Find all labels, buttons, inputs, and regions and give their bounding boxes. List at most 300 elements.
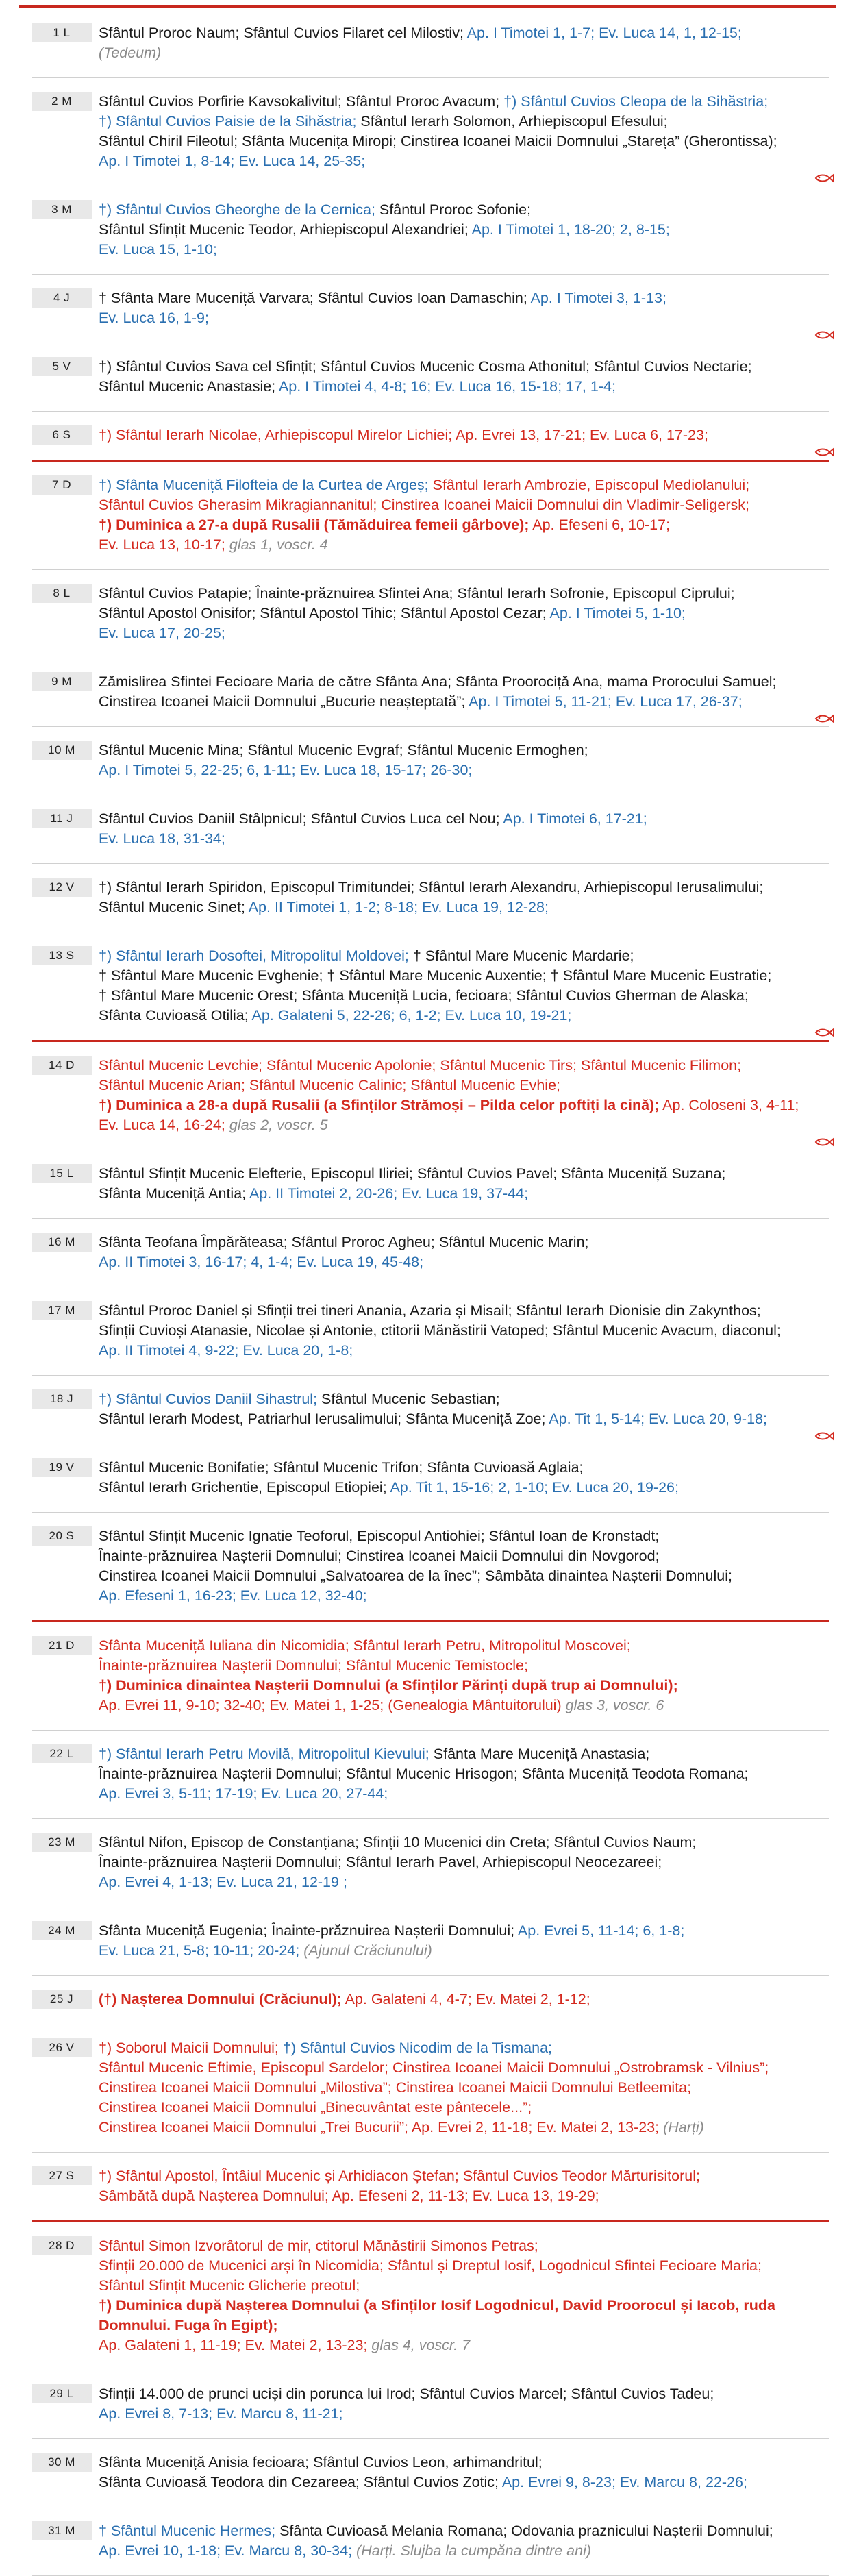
text-line — [99, 1526, 818, 1546]
text-line — [99, 584, 818, 604]
scripture-reading: Ev. Luca 21, 5-8; 10-11; 20-24; — [99, 1942, 304, 1959]
text-line — [99, 1301, 818, 1321]
day-label: 18 J — [32, 1389, 92, 1409]
day-label: 8 L — [32, 584, 92, 603]
scripture-reading: Ap. Galateni 4, 4-7; Ev. Matei 2, 1-12; — [341, 1991, 590, 2007]
text-line — [99, 2078, 818, 2098]
saint-text: Sfânta Muceniță Eugenia; Înainte-prăznuirea Nașterii Domnului; — [99, 1922, 518, 1939]
day-text — [92, 1233, 829, 1272]
calendar-day-entry — [32, 1376, 829, 1444]
text-line — [99, 878, 818, 897]
text-line — [99, 2038, 818, 2058]
day-label: 14 D — [32, 1056, 92, 1075]
text-line — [99, 1409, 818, 1429]
day-label: 6 S — [32, 425, 92, 445]
saint-text: †) Sfântul Cuvios Gheorghe de la Cernica; — [99, 201, 379, 218]
scripture-reading: Ap. Tit 1, 15-16; 2, 1-10; Ev. Luca 20, 19-26; — [390, 1479, 679, 1496]
day-text — [92, 1990, 829, 2009]
text-line — [99, 1095, 818, 1115]
saint-text: Sfântul Cuvios Patapie; Înainte-prăznuirea Sfintei Ana; Sfântul Ierarh Sofronie, Episcopul Ciprului; — [99, 585, 735, 602]
text-line — [99, 1921, 818, 1941]
text-line — [99, 2296, 818, 2316]
saint-text: Sfântul Mucenic Anastasie; — [99, 378, 279, 395]
text-line — [99, 966, 818, 986]
day-label: 4 J — [32, 288, 92, 308]
text-line — [99, 741, 818, 760]
text-line — [99, 425, 818, 445]
scripture-reading: Ev. Luca 14, 16-24; — [99, 1117, 229, 1133]
day-label: 5 V — [32, 357, 92, 376]
text-line — [99, 2473, 818, 2492]
text-line — [99, 535, 818, 555]
saint-text: Sfântul Cuvios Porfirie Kavsokalivitul; Sfântul Proroc Avacum; — [99, 93, 504, 110]
liturgical-note: (Harți. Slujba la cumpăna dintre ani) — [356, 2542, 592, 2559]
saint-text: †) Duminica după Nașterea Domnului (a Sfinților Iosif Logodnicul, David Proorocul și Iacob, ruda — [99, 2297, 775, 2314]
saint-text: (†) Nașterea Domnului (Crăciunul); — [99, 1991, 342, 2007]
calendar-day-entry — [32, 658, 829, 727]
saint-text: Cinstirea Icoanei Maicii Domnului „Bucurie neașteptată”; — [99, 693, 469, 710]
day-text — [92, 200, 829, 260]
liturgical-note: (Ajunul Crăciunului) — [303, 1942, 432, 1959]
calendar-day-entry — [32, 864, 829, 932]
text-line — [99, 200, 818, 220]
scripture-reading: Ap. Efeseni 6, 10-17; — [529, 517, 671, 533]
calendar-day-entry — [32, 1219, 829, 1287]
calendar-day-entry — [32, 1907, 829, 1976]
text-line — [99, 1006, 818, 1026]
scripture-reading: Ap. I Timotei 4, 4-8; 16; Ev. Luca 16, 15-18; 17, 1-4; — [278, 378, 616, 395]
text-line — [99, 1744, 818, 1764]
saint-text: †) Sfântul Ierarh Dosoftei, Mitropolitul Moldovei; — [99, 948, 413, 964]
saint-text: Înainte-prăznuirea Nașterii Domnului; Sfântul Mucenic Hrisogon; Sfânta Muceniță Teodota Romana; — [99, 1766, 749, 1782]
day-label: 9 M — [32, 672, 92, 691]
text-line — [99, 495, 818, 515]
saint-text: † Sfântul Mare Mucenic Mardarie; — [412, 948, 634, 964]
saint-text: † Sfântul Mucenic Hermes; — [99, 2523, 280, 2539]
scripture-reading: Ap. Coloseni 3, 4-11; — [659, 1097, 799, 1113]
saint-text: Sfântul Mucenic Bonifatie; Sfântul Mucenic Trifon; Sfânta Cuvioasă Aglaia; — [99, 1459, 584, 1476]
saint-text: Cinstirea Icoanei Maicii Domnului „Milostiva”; Cinstirea Icoanei Maicii Domnului Betleemita; — [99, 2079, 692, 2096]
saint-text: Sfântul Sfințit Mucenic Glicherie preotul; — [99, 2277, 360, 2294]
day-text — [92, 1301, 829, 1361]
calendar-day-entry — [32, 727, 829, 795]
calendar-day-entry — [32, 186, 829, 275]
day-text — [92, 2453, 829, 2492]
scripture-reading: Ap. Evrei 9, 8-23; Ev. Marcu 8, 22-26; — [501, 2474, 747, 2490]
scripture-reading: Ev. Luca 17, 20-25; — [99, 625, 225, 641]
saint-text: Sfânta Cuvioasă Otilia; — [99, 1007, 252, 1024]
calendar-day-entry — [32, 78, 829, 186]
day-label: 21 D — [32, 1636, 92, 1655]
saint-text: † Sfântul Mare Mucenic Orest; Sfânta Muceniță Lucia, fecioara; Sfântul Cuvios Gherman de Alaska; — [99, 987, 749, 1004]
scripture-reading: Ap. I Timotei 5, 1-10; — [549, 605, 686, 621]
fish-icon — [814, 711, 834, 721]
saint-text: Sfântul Chiril Fileotul; Sfânta Mucenița Miropi; Cinstirea Icoanei Maicii Domnului „Stareța” (Gherontissa); — [99, 133, 777, 149]
calendar-day-entry — [32, 275, 829, 343]
text-line — [99, 1656, 818, 1676]
saint-text: †) Duminica a 28-a după Rusalii (a Sfinților Strămoși – Pilda celor poftiți la cină); — [99, 1097, 660, 1113]
day-label: 22 L — [32, 1744, 92, 1763]
day-text — [92, 1636, 829, 1716]
text-line — [99, 1941, 818, 1961]
day-text — [92, 23, 829, 63]
saint-text: Înainte-prăznuirea Nașterii Domnului; Cinstirea Icoanei Maicii Domnului din Novgorod; — [99, 1548, 660, 1564]
day-text — [92, 1526, 829, 1606]
saint-text: Sfântul Cuvios Daniil Stâlpnicul; Sfântul Cuvios Luca cel Nou; — [99, 810, 503, 827]
day-text — [92, 809, 829, 849]
scripture-reading: Sâmbătă după Nașterea Domnului; Ap. Efeseni 2, 11-13; Ev. Luca 13, 19-29; — [99, 2188, 599, 2204]
text-line — [99, 2541, 818, 2561]
scripture-reading: Ap. Galateni 1, 11-19; Ev. Matei 2, 13-23; — [99, 2337, 372, 2353]
saint-text: Sfinții 20.000 de Mucenici arși în Nicomidia; Sfântul și Dreptul Iosif, Logodnicul Sfintei Fecioare Maria; — [99, 2257, 762, 2274]
liturgical-note: (Tedeum) — [99, 45, 162, 61]
scripture-reading: Ev. Luca 18, 31-34; — [99, 830, 225, 847]
saint-text: Sfântul Sfințit Mucenic Elefterie, Episcopul Iliriei; Sfântul Cuvios Pavel; Sfânta Muceniță Suzana; — [99, 1165, 726, 1182]
day-text — [92, 878, 829, 917]
entries-list — [32, 10, 829, 2576]
saint-text: Sfântul Cuvios Gherasim Mikragiannanitul; Cinstirea Icoanei Maicii Domnului din Vladimir-Seligersk; — [99, 497, 749, 513]
saint-text: Sfinții Cuvioși Atanasie, Nicolae și Antonie, ctitorii Mănăstirii Vatoped; Sfântul Mucenic Avacum, diaconul; — [99, 1322, 781, 1339]
text-line — [99, 357, 818, 377]
saint-text: Sfânta Muceniță Anisia fecioara; Sfântul Cuvios Leon, arhimandritul; — [99, 2454, 543, 2470]
fish-icon — [814, 1428, 834, 1438]
fish-icon — [814, 327, 834, 337]
scripture-reading: Ap. Evrei 10, 1-18; Ev. Marcu 8, 30-34; — [99, 2542, 357, 2559]
saint-text: † Sfântul Mare Mucenic Evghenie; † Sfântul Mare Mucenic Auxentie; † Sfântul Mare Mucenic Eustratie; — [99, 967, 772, 984]
saint-text: Sfântul Mucenic Levchie; Sfântul Mucenic Apolonie; Sfântul Mucenic Tirs; Sfântul Mucenic Filimon; — [99, 1057, 742, 1074]
saint-text: Sfântul Mucenic Mina; Sfântul Mucenic Evgraf; Sfântul Mucenic Ermoghen; — [99, 742, 588, 758]
calendar-day-entry — [32, 1976, 829, 2024]
day-label: 27 S — [32, 2166, 92, 2185]
day-text — [92, 584, 829, 643]
scripture-reading: Ap. I Timotei 3, 1-13; — [530, 290, 666, 306]
saint-text: Sfântul Apostol Onisifor; Sfântul Apostol Tihic; Sfântul Apostol Cezar; — [99, 605, 550, 621]
day-label: 11 J — [32, 809, 92, 828]
day-text — [92, 92, 829, 171]
fish-icon — [814, 445, 834, 454]
text-line — [99, 1184, 818, 1204]
day-label: 15 L — [32, 1164, 92, 1183]
text-line — [99, 1764, 818, 1784]
text-line — [99, 132, 818, 151]
text-line — [99, 1546, 818, 1566]
saint-text: Înainte-prăznuirea Nașterii Domnului; Sfântul Ierarh Pavel, Arhiepiscopul Neocezareei; — [99, 1854, 662, 1870]
text-line — [99, 1696, 818, 1716]
calendar-day-entry — [32, 2024, 829, 2153]
saint-text: Sfântul Mucenic Arian; Sfântul Mucenic Calinic; Sfântul Mucenic Evhie; — [99, 1077, 560, 1093]
text-line — [99, 2453, 818, 2473]
text-line — [99, 672, 818, 692]
saint-text: Sfânta Muceniță Antia; — [99, 1185, 249, 1202]
text-line — [99, 2521, 818, 2541]
day-label: 28 D — [32, 2236, 92, 2255]
text-line — [99, 760, 818, 780]
text-line — [99, 377, 818, 397]
text-line — [99, 2404, 818, 2424]
text-line — [99, 1341, 818, 1361]
day-text — [92, 1921, 829, 1961]
text-line — [99, 1321, 818, 1341]
scripture-reading: Ap. Tit 1, 5-14; Ev. Luca 20, 9-18; — [549, 1411, 767, 1427]
saint-text: Sfântul Simon Izvorâtorul de mir, ctitorul Mănăstirii Simonos Petras; — [99, 2238, 538, 2254]
day-text — [92, 288, 829, 328]
day-text — [92, 672, 829, 712]
text-line — [99, 308, 818, 328]
day-label: 2 M — [32, 92, 92, 111]
saint-text: Cinstirea Icoanei Maicii Domnului „Binecuvântat este pântecele...”; — [99, 2099, 532, 2116]
text-line — [99, 2336, 818, 2355]
day-text — [92, 2521, 829, 2561]
saint-text: Sfântul Sfințit Mucenic Ignatie Teoforul, Episcopul Antiohiei; Sfântul Ioan de Kronstadt; — [99, 1528, 660, 1544]
day-label: 19 V — [32, 1458, 92, 1477]
scripture-reading: Ap. I Timotei 5, 11-21; Ev. Luca 17, 26-37; — [469, 693, 743, 710]
saint-text: Sfântul Sfințit Mucenic Teodor, Arhiepiscopul Alexandriei; — [99, 221, 472, 238]
text-line — [99, 1872, 818, 1892]
text-line — [99, 2316, 818, 2336]
scripture-reading: Ap. Evrei 5, 11-14; 6, 1-8; — [517, 1922, 685, 1939]
scripture-reading: Ap. II Timotei 4, 9-22; Ev. Luca 20, 1-8; — [99, 1342, 353, 1359]
calendar-day-entry — [32, 2370, 829, 2439]
calendar-day-entry — [32, 412, 829, 462]
text-line — [99, 1676, 818, 1696]
calendar-day-entry — [32, 570, 829, 658]
day-label: 25 J — [32, 1990, 92, 2009]
saint-text: Sfânta Teofana Împărăteasa; Sfântul Proroc Agheu; Sfântul Mucenic Marin; — [99, 1234, 589, 1250]
calendar-day-entry — [32, 343, 829, 412]
saint-text: Sfântul Ierarh Modest, Patriarhul Ierusalimului; Sfânta Muceniță Zoe; — [99, 1411, 549, 1427]
saint-text: Cinstirea Icoanei Maicii Domnului „Salvatoarea de la înec”; Sâmbăta dinaintea Nașterii Domnului; — [99, 1568, 732, 1584]
day-text — [92, 946, 829, 1026]
day-text — [92, 1458, 829, 1498]
text-line — [99, 2256, 818, 2276]
saint-text: Sfinții 14.000 de prunci uciși din porunca lui Irod; Sfântul Cuvios Marcel; Sfântul Cuvios Tadeu; — [99, 2386, 714, 2402]
saint-text: † Sfânta Mare Muceniță Varvara; Sfântul Cuvios Ioan Damaschin; — [99, 290, 531, 306]
day-text — [92, 2384, 829, 2424]
day-text — [92, 2038, 829, 2138]
scripture-reading: Ap. Galateni 5, 22-26; 6, 1-2; Ev. Luca 10, 19-21; — [251, 1007, 572, 1024]
text-line — [99, 475, 818, 495]
scripture-reading: Ev. Luca 16, 1-9; — [99, 310, 209, 326]
scripture-reading: †) Sfântul Ierarh Nicolae, Arhiepiscopul Mirelor Lichiei; Ap. Evrei 13, 17-21; Ev. Luca 6, 17-23; — [99, 427, 708, 443]
text-line — [99, 2236, 818, 2256]
saint-text: Zămislirea Sfintei Fecioare Maria de către Sfânta Ana; Sfânta Proorociță Ana, mama Prorocului Samuel; — [99, 673, 777, 690]
day-label: 31 M — [32, 2521, 92, 2540]
calendar-day-entry — [32, 2439, 829, 2507]
day-text — [92, 1389, 829, 1429]
scripture-reading: Ap. Evrei 4, 1-13; Ev. Luca 21, 12-19 ; — [99, 1874, 347, 1890]
scripture-reading: Ap. I Timotei 5, 22-25; 6, 1-11; Ev. Luca 18, 15-17; 26-30; — [99, 762, 473, 778]
saint-text: Sfânta Cuvioasă Melania Romana; Odovania praznicului Nașterii Domnului; — [279, 2523, 773, 2539]
day-text — [92, 2236, 829, 2355]
day-text — [92, 2166, 829, 2206]
scripture-reading: Ap. Evrei 8, 7-13; Ev. Marcu 8, 11-21; — [99, 2405, 343, 2422]
scripture-reading: Ap. I Timotei 6, 17-21; — [503, 810, 647, 827]
text-line — [99, 43, 818, 63]
text-line — [99, 2098, 818, 2118]
text-line — [99, 604, 818, 623]
text-line — [99, 515, 818, 535]
text-line — [99, 946, 818, 966]
text-line — [99, 1233, 818, 1252]
text-line — [99, 1252, 818, 1272]
saint-text: †) Sfântul Apostol, Întâiul Mucenic și Arhidiacon Ștefan; Sfântul Cuvios Teodor Mărturisitorul; — [99, 2168, 700, 2184]
saint-text: Sfântul Proroc Naum; Sfântul Cuvios Filaret cel Milostiv; — [99, 25, 467, 41]
calendar-day-entry — [32, 1444, 829, 1513]
text-line — [99, 1458, 818, 1478]
liturgical-note: glas 1, voscr. 4 — [229, 536, 328, 553]
saint-text: †) Sfântul Cuvios Cleopa de la Sihăstria; — [503, 93, 769, 110]
text-line — [99, 2276, 818, 2296]
calendar-day-entry — [32, 1042, 829, 1150]
text-line — [99, 240, 818, 260]
fish-icon — [814, 171, 834, 180]
text-line — [99, 1478, 818, 1498]
text-line — [99, 1636, 818, 1656]
day-label: 16 M — [32, 1233, 92, 1252]
text-line — [99, 1833, 818, 1853]
day-label: 20 S — [32, 1526, 92, 1546]
saint-text: †) Sfântul Cuvios Paisie de la Sihăstria; — [99, 113, 361, 129]
calendar-day-entry — [32, 10, 829, 78]
text-line — [99, 829, 818, 849]
scripture-reading: Ap. I Timotei 1, 18-20; 2, 8-15; — [471, 221, 670, 238]
text-line — [99, 1076, 818, 1095]
text-line — [99, 1853, 818, 1872]
calendar-day-entry — [32, 1150, 829, 1219]
saint-text: †) Sfântul Cuvios Nicodim de la Tismana; — [282, 2040, 553, 2056]
text-line — [99, 23, 818, 43]
text-line — [99, 1389, 818, 1409]
liturgical-note: (Harți) — [663, 2119, 704, 2135]
day-label: 30 M — [32, 2453, 92, 2472]
calendar-day-entry — [32, 2153, 829, 2222]
saint-text: Domnului. Fuga în Egipt); — [99, 2317, 278, 2333]
day-text — [92, 1164, 829, 1204]
text-line — [99, 2118, 818, 2138]
text-line — [99, 92, 818, 112]
scripture-reading: Ap. I Timotei 1, 8-14; Ev. Luca 14, 25-35; — [99, 153, 366, 169]
text-line — [99, 2058, 818, 2078]
text-line — [99, 809, 818, 829]
day-label: 1 L — [32, 23, 92, 42]
text-line — [99, 220, 818, 240]
day-label: 3 M — [32, 200, 92, 219]
text-line — [99, 692, 818, 712]
scripture-reading: Ev. Luca 13, 10-17; — [99, 536, 229, 553]
calendar-day-entry — [32, 1287, 829, 1376]
saint-text: Sfântul Proroc Sofonie; — [379, 201, 532, 218]
calendar-day-entry — [32, 462, 829, 570]
saint-text: Sfântul Nifon, Episcop de Constanțiana; Sfinții 10 Mucenici din Creta; Sfântul Cuvios Naum; — [99, 1834, 697, 1850]
liturgical-note: glas 4, voscr. 7 — [371, 2337, 471, 2353]
scripture-reading: Ap. I Timotei 1, 1-7; Ev. Luca 14, 1, 12-15; — [466, 25, 742, 41]
text-line — [99, 1586, 818, 1606]
saint-text: Sfântul Proroc Daniel și Sfinții trei tineri Anania, Azaria și Misail; Sfântul Ierarh Dionisie din Zakynthos; — [99, 1302, 761, 1319]
day-text — [92, 741, 829, 780]
calendar-day-entry — [32, 2507, 829, 2576]
calendar-day-entry — [32, 1731, 829, 1819]
text-line — [99, 151, 818, 171]
day-label: 17 M — [32, 1301, 92, 1320]
text-line — [99, 1056, 818, 1076]
saint-text: †) Sfântul Ierarh Petru Movilă, Mitropolitul Kievului; — [99, 1746, 434, 1762]
day-label: 12 V — [32, 878, 92, 897]
day-label: 29 L — [32, 2384, 92, 2403]
text-line — [99, 1164, 818, 1184]
text-line — [99, 112, 818, 132]
saint-text: †) Sfântul Cuvios Sava cel Sfințit; Sfântul Cuvios Mucenic Cosma Athonitul; Sfântul Cuvios Nectarie; — [99, 358, 752, 375]
text-line — [99, 1990, 818, 2009]
fish-icon — [814, 1135, 834, 1144]
saint-text: Sfânta Cuvioasă Teodora din Cezareea; Sfântul Cuvios Zotic; — [99, 2474, 502, 2490]
saint-text: †) Sfântul Cuvios Daniil Sihastrul; — [99, 1391, 322, 1407]
text-line — [99, 897, 818, 917]
calendar-day-entry — [32, 932, 829, 1042]
day-label: 26 V — [32, 2038, 92, 2057]
calendar-day-entry — [32, 795, 829, 864]
day-label: 13 S — [32, 946, 92, 965]
text-line — [99, 2384, 818, 2404]
scripture-reading: Ap. II Timotei 2, 20-26; Ev. Luca 19, 37-44; — [249, 1185, 529, 1202]
saint-text: Sfânta Muceniță Iuliana din Nicomidia; Sfântul Ierarh Petru, Mitropolitul Moscovei; — [99, 1637, 631, 1654]
fish-icon — [814, 1025, 834, 1035]
text-line — [99, 623, 818, 643]
text-line — [99, 2166, 818, 2186]
scripture-reading: Ap. Efeseni 1, 16-23; Ev. Luca 12, 32-40; — [99, 1587, 367, 1604]
day-text — [92, 1056, 829, 1135]
saint-text: Sfântul Mucenic Eftimie, Episcopul Sardelor; Cinstirea Icoanei Maicii Domnului „Ostrobramsk - Vilnius”; — [99, 2059, 769, 2076]
scripture-reading: Cinstirea Icoanei Maicii Domnului „Trei Bucurii”; Ap. Evrei 2, 11-18; Ev. Matei 2, 13-23; — [99, 2119, 664, 2135]
day-text — [92, 1833, 829, 1892]
calendar-day-entry — [32, 1622, 829, 1731]
saint-text: Sfântul Mucenic Sebastian; — [321, 1391, 500, 1407]
text-line — [99, 1566, 818, 1586]
day-label: 7 D — [32, 475, 92, 495]
saint-text: Sfântul Ierarh Solomon, Arhiepiscopul Efesului; — [360, 113, 668, 129]
saint-text: †) Sfântul Ierarh Spiridon, Episcopul Trimitundei; Sfântul Ierarh Alexandru, Arhiepiscopul Ierusalimului; — [99, 879, 764, 895]
saint-text: †) Duminica dinaintea Nașterii Domnului (a Sfinților Părinți după trup ai Domnului); — [99, 1677, 678, 1694]
day-label: 10 M — [32, 741, 92, 760]
day-text — [92, 1744, 829, 1804]
saint-text: Sfântul Ierarh Ambrozie, Episcopul Mediolanului; — [432, 477, 750, 493]
saint-text: Sfântul Mucenic Sinet; — [99, 899, 249, 915]
scripture-reading: Ap. II Timotei 1, 1-2; 8-18; Ev. Luca 19, 12-28; — [248, 899, 549, 915]
scripture-reading: Ev. Luca 15, 1-10; — [99, 241, 217, 258]
day-label: 23 M — [32, 1833, 92, 1852]
text-line — [99, 288, 818, 308]
calendar-day-entry — [32, 1819, 829, 1907]
liturgical-note: glas 3, voscr. 6 — [565, 1697, 664, 1713]
scripture-reading: Ap. II Timotei 3, 16-17; 4, 1-4; Ev. Luca 19, 45-48; — [99, 1254, 424, 1270]
saint-text: †) Soborul Maicii Domnului; — [99, 2040, 283, 2056]
day-label: 24 M — [32, 1921, 92, 1940]
scripture-reading: Ap. Evrei 11, 9-10; 32-40; Ev. Matei 1, 1-25; (Genealogia Mântuitorului) — [99, 1697, 566, 1713]
liturgical-note: glas 2, voscr. 5 — [229, 1117, 328, 1133]
saint-text: Sfântul Ierarh Grichentie, Episcopul Etiopiei; — [99, 1479, 390, 1496]
day-text — [92, 357, 829, 397]
text-line — [99, 986, 818, 1006]
saint-text: Înainte-prăznuirea Nașterii Domnului; Sfântul Mucenic Temistocle; — [99, 1657, 528, 1674]
day-text — [92, 475, 829, 555]
saint-text: Sfânta Mare Muceniță Anastasia; — [433, 1746, 650, 1762]
text-line — [99, 1784, 818, 1804]
calendar-day-entry — [32, 1513, 829, 1622]
scripture-reading: Ap. Evrei 3, 5-11; 17-19; Ev. Luca 20, 27-44; — [99, 1785, 388, 1802]
text-line — [99, 1115, 818, 1135]
saint-text: †) Sfânta Muceniță Filofteia de la Curtea de Argeș; — [99, 477, 433, 493]
text-line — [99, 2186, 818, 2206]
saint-text: †) Duminica a 27-a după Rusalii (Tămăduirea femeii gârbove); — [99, 517, 529, 533]
